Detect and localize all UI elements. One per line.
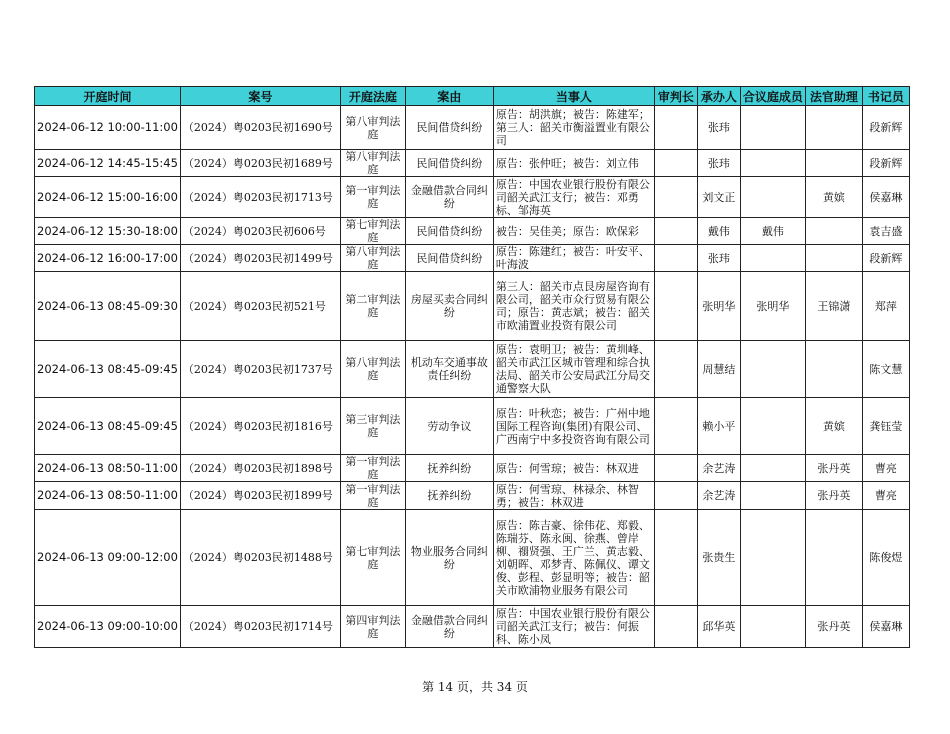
- cell-cause: [405, 455, 493, 482]
- cause-text: 民间借贷纠纷: [416, 121, 483, 134]
- cell-time: 2024-06-13 08:45-09:45: [35, 398, 181, 455]
- cell-cause: [405, 398, 493, 455]
- cell-case-no: （2024）粤0203民初1499号: [180, 245, 340, 272]
- cell-chief-judge: [654, 455, 697, 482]
- cell-chief-judge: [654, 398, 697, 455]
- cell-time: 2024-06-12 15:30-18:00: [35, 218, 181, 245]
- cell-assistant: [805, 218, 862, 245]
- cause-text: 房屋买卖合同纠纷: [410, 293, 488, 319]
- cell-handler: 邱华英: [697, 606, 740, 648]
- cell-court: [340, 341, 405, 398]
- cell-parties: [493, 177, 654, 218]
- cell-clerk: 陈文慧: [862, 341, 909, 398]
- cell-case-no: （2024）粤0203民初1737号: [180, 341, 340, 398]
- cell-time: 2024-06-12 16:00-17:00: [35, 245, 181, 272]
- col-header-case-no: 案号: [180, 87, 340, 106]
- cell-chief-judge: [654, 177, 697, 218]
- cell-case-no: （2024）粤0203民初1899号: [180, 482, 340, 510]
- cell-panel: [740, 398, 805, 455]
- cell-cause: [405, 245, 493, 272]
- cell-cause: [405, 482, 493, 510]
- cell-handler: 张玮: [697, 106, 740, 150]
- cell-assistant: [805, 341, 862, 398]
- court-text: 第八审判法庭: [345, 114, 401, 141]
- cell-court: [340, 177, 405, 218]
- cause-text: 物业服务合同纠纷: [410, 544, 488, 571]
- cell-chief-judge: [654, 150, 697, 177]
- cell-time: 2024-06-12 10:00-11:00: [35, 106, 181, 150]
- cell-clerk: 侯嘉琳: [862, 177, 909, 218]
- cell-handler: 张玮: [697, 150, 740, 177]
- cell-time: 2024-06-12 15:00-16:00: [35, 177, 181, 218]
- cell-case-no: （2024）粤0203民初1714号: [180, 606, 340, 648]
- court-text: 第一审判法庭: [345, 184, 401, 210]
- cell-time: 2024-06-13 08:50-11:00: [35, 455, 181, 482]
- cell-cause: [405, 218, 493, 245]
- cause-text: 机动车交通事故责任纠纷: [410, 356, 488, 382]
- cell-chief-judge: [654, 106, 697, 150]
- cell-handler: 张贵生: [697, 510, 740, 606]
- court-text: 第三审判法庭: [345, 413, 401, 439]
- table-row: [35, 606, 910, 648]
- cell-case-no: （2024）粤0203民初1689号: [180, 150, 340, 177]
- table-row: [35, 218, 910, 245]
- cell-assistant: 张丹英: [805, 455, 862, 482]
- cell-handler: 张明华: [697, 272, 740, 341]
- cause-text: 金融借款合同纠纷: [410, 613, 488, 640]
- cell-time: 2024-06-13 08:50-11:00: [35, 482, 181, 510]
- cell-case-no: （2024）粤0203民初521号: [180, 272, 340, 341]
- cell-court: [340, 245, 405, 272]
- cause-text: 民间借贷纠纷: [416, 251, 483, 265]
- cell-panel: [740, 245, 805, 272]
- cell-clerk: 段新辉: [862, 106, 909, 150]
- court-text: 第二审判法庭: [345, 293, 401, 319]
- col-header-time: 开庭时间: [35, 87, 181, 106]
- cell-panel: [740, 177, 805, 218]
- cell-clerk: 曹亮: [862, 455, 909, 482]
- cell-time: 2024-06-13 09:00-12:00: [35, 510, 181, 606]
- cell-parties: [493, 245, 654, 272]
- cell-cause: [405, 510, 493, 606]
- col-header-panel: 合议庭成员: [740, 87, 805, 106]
- cell-clerk: 陈俊煜: [862, 510, 909, 606]
- cell-panel: [740, 510, 805, 606]
- court-text: 第八审判法庭: [345, 245, 401, 271]
- cell-clerk: 曹亮: [862, 482, 909, 510]
- cell-court: [340, 272, 405, 341]
- cell-panel: [740, 482, 805, 510]
- cell-handler: 余艺涛: [697, 455, 740, 482]
- cell-cause: [405, 177, 493, 218]
- cell-court: [340, 150, 405, 177]
- cell-court: [340, 510, 405, 606]
- cell-case-no: （2024）粤0203民初1898号: [180, 455, 340, 482]
- parties-text: 原告：陈建红；被告：叶安平、叶海波: [495, 245, 650, 271]
- parties-text: 原告：中国农业银行股份有限公司韶关武江支行；被告：邓勇标、邹海英: [495, 177, 650, 217]
- cell-panel: [740, 106, 805, 150]
- cell-assistant: 黄嫔: [805, 177, 862, 218]
- parties-text: 原告：叶秋恋；被告：广州中地国际工程咨询(集团)有限公司、广西南宁中多投资咨询有限公司: [495, 406, 650, 446]
- table-row: [35, 272, 910, 341]
- parties-text: 原告：何雪琼、林禄余、林智勇；被告：林双进: [495, 482, 639, 509]
- cell-chief-judge: [654, 272, 697, 341]
- cell-cause: [405, 341, 493, 398]
- table-row: [35, 150, 910, 177]
- cell-case-no: （2024）粤0203民初1690号: [180, 106, 340, 150]
- court-text: 第七审判法庭: [345, 218, 401, 244]
- cell-assistant: 王锦潇: [805, 272, 862, 341]
- cause-text: 民间借贷纠纷: [416, 156, 483, 170]
- cell-time: 2024-06-13 09:00-10:00: [35, 606, 181, 648]
- cell-panel: [740, 455, 805, 482]
- cell-panel: [740, 341, 805, 398]
- cell-parties: [493, 218, 654, 245]
- cell-parties: [493, 510, 654, 606]
- cell-court: [340, 106, 405, 150]
- col-header-parties: 当事人: [493, 87, 654, 106]
- cell-case-no: （2024）粤0203民初1816号: [180, 398, 340, 455]
- parties-text: 原告：陈吉豪、徐伟花、郑毅、陈瑞芬、陈永闽、徐燕、曾岸柳、禤贤强、王广兰、黄志毅、刘朝晖、邓梦青、陈佩仪、谭文俊、彭程、彭显明等；被告：韶关市欧浦物业服务有限公司: [495, 518, 650, 597]
- parties-text: 第三人：韶关市点艮房屋咨询有限公司，韶关市众行贸易有限公司；原告：黄志斌；被告：韶关市欧浦置业投资有限公司: [495, 280, 650, 332]
- cell-parties: [493, 341, 654, 398]
- cell-handler: 周慧结: [697, 341, 740, 398]
- cell-parties: [493, 606, 654, 648]
- cell-assistant: [805, 150, 862, 177]
- cell-assistant: [805, 510, 862, 606]
- cell-chief-judge: [654, 606, 697, 648]
- cell-assistant: [805, 106, 862, 150]
- parties-text: 原告：胡洪旗；被告：陈建军；第三人：韶关市衡溢置业有限公司: [495, 108, 650, 147]
- parties-text: 原告：袁明卫；被告：黄圳峰、韶关市武江区城市管理和综合执法局、韶关市公安局武江分局交通警察大队: [495, 343, 650, 395]
- cause-text: 劳动争议: [427, 419, 472, 433]
- cell-handler: 戴伟: [697, 218, 740, 245]
- table-row: [35, 455, 910, 482]
- cell-chief-judge: [654, 218, 697, 245]
- cause-text: 抚养纠纷: [427, 489, 472, 502]
- cell-clerk: 郑萍: [862, 272, 909, 341]
- cell-case-no: （2024）粤0203民初1713号: [180, 177, 340, 218]
- col-header-chief-judge: 审判长: [654, 87, 697, 106]
- cell-court: [340, 455, 405, 482]
- cell-time: 2024-06-12 14:45-15:45: [35, 150, 181, 177]
- court-text: 第七审判法庭: [345, 544, 401, 571]
- cell-handler: 刘文正: [697, 177, 740, 218]
- cell-assistant: 张丹英: [805, 606, 862, 648]
- cell-cause: [405, 150, 493, 177]
- table-row: [35, 106, 910, 150]
- parties-text: 原告：中国农业银行股份有限公司韶关武江支行；被告：何振科、陈小凤: [495, 607, 650, 646]
- cell-time: 2024-06-13 08:45-09:30: [35, 272, 181, 341]
- cell-clerk: 侯嘉琳: [862, 606, 909, 648]
- cell-case-no: （2024）粤0203民初606号: [180, 218, 340, 245]
- court-text: 第八审判法庭: [345, 356, 401, 382]
- col-header-clerk: 书记员: [862, 87, 909, 106]
- parties-text: 被告：吴佳美；原告：欧保彩: [495, 224, 639, 238]
- hearing-schedule-table: [34, 86, 910, 648]
- cell-handler: 余艺涛: [697, 482, 740, 510]
- col-header-court: 开庭法庭: [340, 87, 405, 106]
- cell-parties: [493, 482, 654, 510]
- table-header-row: [35, 87, 910, 106]
- table-row: [35, 341, 910, 398]
- parties-text: 原告：何雪琼；被告：林双进: [495, 461, 639, 475]
- cell-chief-judge: [654, 245, 697, 272]
- cell-parties: [493, 455, 654, 482]
- parties-text: 原告：张仲旺；被告：刘立伟: [495, 156, 639, 170]
- cell-cause: [405, 606, 493, 648]
- cell-assistant: [805, 245, 862, 272]
- cell-handler: 赖小平: [697, 398, 740, 455]
- table-row: [35, 177, 910, 218]
- cause-text: 金融借款合同纠纷: [410, 184, 488, 210]
- cell-assistant: 张丹英: [805, 482, 862, 510]
- cell-case-no: （2024）粤0203民初1488号: [180, 510, 340, 606]
- cell-court: [340, 606, 405, 648]
- cell-clerk: 段新辉: [862, 150, 909, 177]
- cause-text: 抚养纠纷: [427, 461, 472, 475]
- cell-chief-judge: [654, 341, 697, 398]
- cell-court: [340, 218, 405, 245]
- col-header-cause: 案由: [405, 87, 493, 106]
- court-text: 第一审判法庭: [345, 482, 401, 509]
- table-row: [35, 245, 910, 272]
- col-header-assistant: 法官助理: [805, 87, 862, 106]
- cell-cause: [405, 106, 493, 150]
- cell-court: [340, 482, 405, 510]
- cell-panel: [740, 606, 805, 648]
- cell-cause: [405, 272, 493, 341]
- cell-chief-judge: [654, 482, 697, 510]
- court-text: 第八审判法庭: [345, 150, 401, 176]
- cell-time: 2024-06-13 08:45-09:45: [35, 341, 181, 398]
- cell-parties: [493, 150, 654, 177]
- court-text: 第四审判法庭: [345, 613, 401, 640]
- table-row: [35, 398, 910, 455]
- cell-parties: [493, 272, 654, 341]
- cell-assistant: 黄嫔: [805, 398, 862, 455]
- cell-court: [340, 398, 405, 455]
- cell-panel: [740, 150, 805, 177]
- cell-parties: [493, 106, 654, 150]
- table-row: [35, 510, 910, 606]
- table-row: [35, 482, 910, 510]
- court-text: 第一审判法庭: [345, 455, 401, 481]
- cell-clerk: 段新辉: [862, 245, 909, 272]
- cell-parties: [493, 398, 654, 455]
- col-header-handler: 承办人: [697, 87, 740, 106]
- cell-chief-judge: [654, 510, 697, 606]
- cell-clerk: 龚钰莹: [862, 398, 909, 455]
- cell-handler: 张玮: [697, 245, 740, 272]
- cell-panel: 戴伟: [740, 218, 805, 245]
- cell-panel: 张明华: [740, 272, 805, 341]
- cell-clerk: 袁吉盛: [862, 218, 909, 245]
- page-number-footer: 第 14 页，共 34 页: [422, 680, 528, 694]
- cause-text: 民间借贷纠纷: [416, 224, 483, 238]
